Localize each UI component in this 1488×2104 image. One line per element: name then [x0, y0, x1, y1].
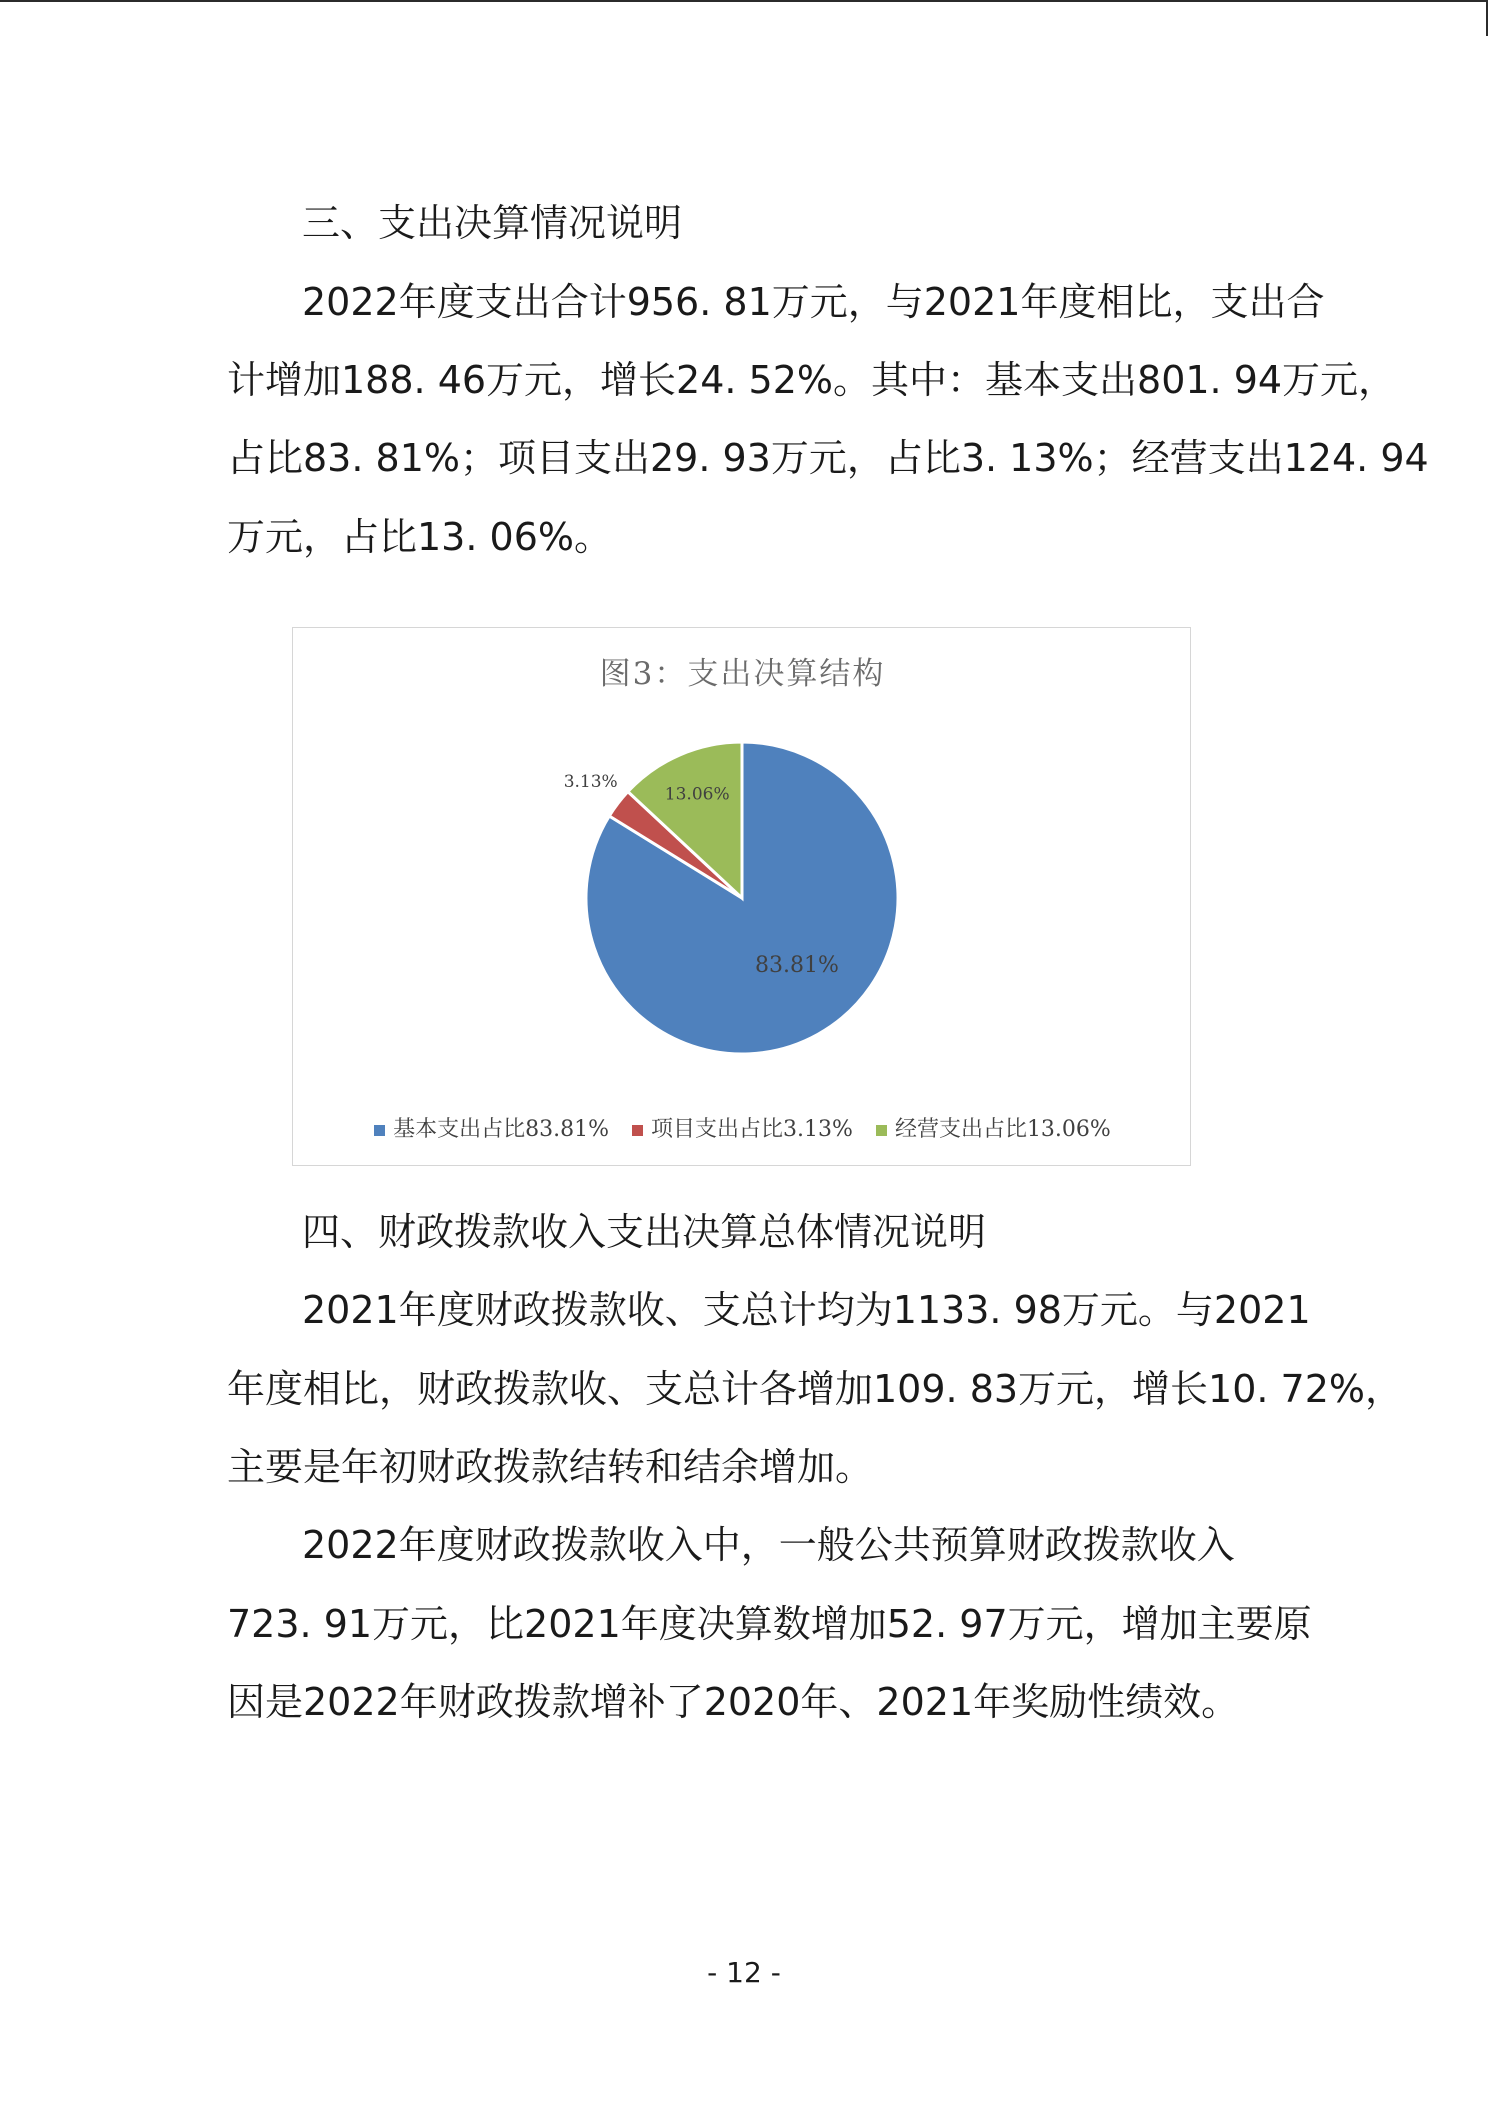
legend-label: 基本支出占比83.81%	[393, 1117, 610, 1142]
section-heading-3: 三、支出决算情况说明	[302, 201, 683, 245]
legend-item	[876, 1112, 1111, 1143]
top-border	[0, 0, 1488, 2]
section-heading-4: 四、财政拨款收入支出决算总体情况说明	[302, 1210, 987, 1254]
paragraph-line: 主要是年初财政拨款结转和结余增加。	[227, 1445, 874, 1489]
paragraph-line: 2021年度财政拨款收、支总计均为1133. 98万元。与2021	[302, 1288, 1311, 1332]
paragraph-line: 占比83. 81%；项目支出29. 93万元，占比3. 13%；经营支出124. 94	[227, 436, 1429, 480]
chart-legend	[293, 1112, 1192, 1143]
pie-data-label: 83.81%	[755, 953, 839, 978]
legend-swatch-project	[632, 1125, 643, 1136]
legend-label: 项目支出占比3.13%	[651, 1117, 853, 1142]
paragraph-line: 因是2022年财政拨款增补了2020年、2021年奖励性绩效。	[227, 1680, 1240, 1724]
page-number: - 12 -	[707, 1956, 781, 1989]
chart-title: 图3：支出决算结构	[599, 656, 886, 692]
paragraph-line: 计增加188. 46万元，增长24. 52%。其中：基本支出801. 94万元，	[227, 358, 1397, 402]
pie-data-label: 13.06%	[664, 784, 730, 805]
legend-item	[632, 1112, 853, 1143]
paragraph-line: 万元，占比13. 06%。	[227, 515, 612, 559]
paragraph-line: 年度相比，财政拨款收、支总计各增加109. 83万元，增长10. 72%，	[227, 1367, 1404, 1411]
legend-swatch-operating	[876, 1125, 887, 1136]
legend-swatch-basic	[374, 1125, 385, 1136]
pie-data-label: 3.13%	[563, 772, 618, 793]
pie-chart	[292, 627, 1191, 1166]
paragraph-line: 2022年度支出合计956. 81万元，与2021年度相比，支出合	[302, 280, 1325, 324]
legend-item	[374, 1112, 609, 1143]
paragraph-line: 723. 91万元，比2021年度决算数增加52. 97万元，增加主要原	[227, 1602, 1312, 1646]
legend-label: 经营支出占比13.06%	[894, 1117, 1111, 1142]
paragraph-line: 2022年度财政拨款收入中，一般公共预算财政拨款收入	[302, 1523, 1235, 1567]
pie-chart-canvas	[293, 628, 1192, 1167]
